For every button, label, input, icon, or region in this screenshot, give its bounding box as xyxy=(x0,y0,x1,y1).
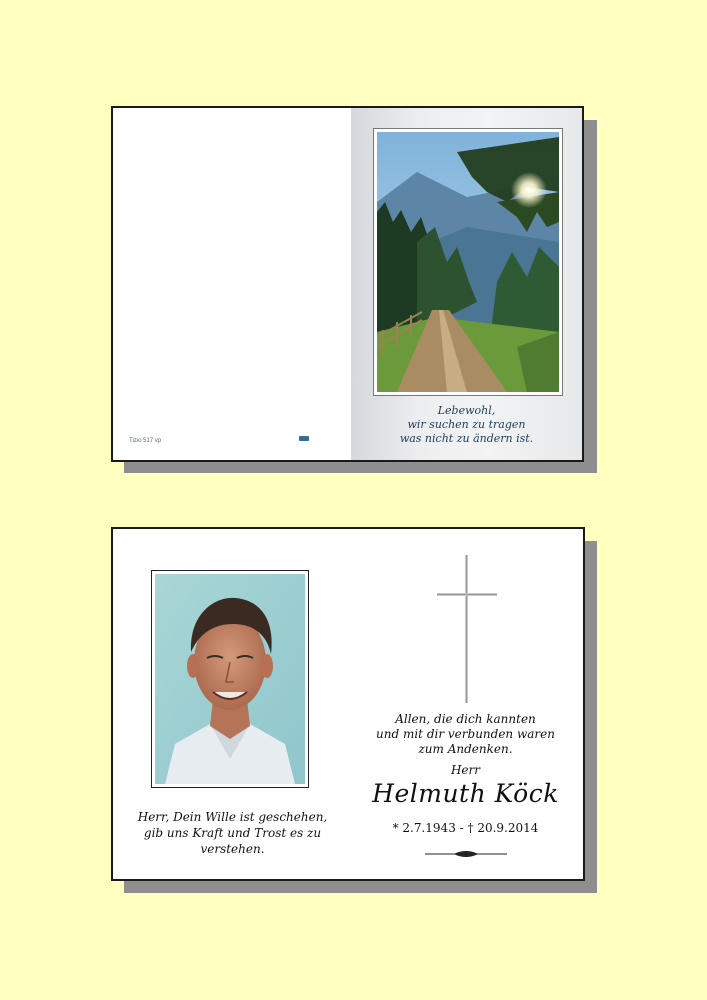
prayer-line: Herr, Dein Wille ist geschehen, xyxy=(137,810,328,824)
prayer-line: verstehen. xyxy=(200,842,265,856)
ornament-divider xyxy=(425,849,507,859)
deceased-name: Helmuth Köck xyxy=(372,779,559,808)
mountain-path-image xyxy=(377,132,559,392)
publisher-logo-icon xyxy=(299,436,309,441)
portrait-photo xyxy=(151,570,309,788)
memory-line: und mit dir verbunden waren xyxy=(376,727,555,741)
prayer-verse xyxy=(125,809,340,857)
cross-icon xyxy=(437,555,497,703)
publisher-logo xyxy=(299,436,309,441)
verse-line: wir suchen zu tragen xyxy=(407,418,526,431)
prayer-line: gib uns Kraft und Trost es zu xyxy=(143,826,322,840)
front-card-cover-panel xyxy=(351,108,582,460)
memory-line: zum Andenken. xyxy=(418,742,513,756)
front-verse xyxy=(351,404,582,446)
portrait-image xyxy=(155,574,305,784)
honorific: Herr xyxy=(450,763,481,777)
life-dates: * 2.7.1943 - † 20.9.2014 xyxy=(392,821,539,835)
inner-card xyxy=(111,527,585,881)
memory-verse xyxy=(353,712,578,757)
verse-line: Lebewohl, xyxy=(437,404,496,417)
front-card xyxy=(111,106,584,462)
landscape-photo xyxy=(373,128,563,396)
card-code: Tizio 517 vp xyxy=(129,438,162,444)
memory-line: Allen, die dich kannten xyxy=(395,712,536,726)
verse-line: was nicht zu ändern ist. xyxy=(399,432,534,445)
front-card-back-panel xyxy=(113,108,351,460)
